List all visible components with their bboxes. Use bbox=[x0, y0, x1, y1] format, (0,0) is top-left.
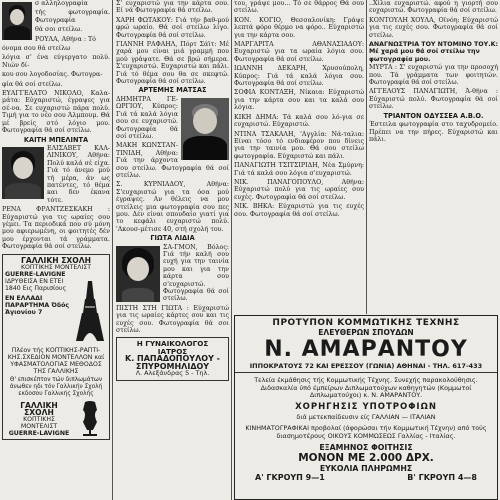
col1-top-line-0: σ αλληλογραφία bbox=[35, 0, 88, 7]
col3-paragraph-6: ΝΤΙΝΑ ΤΣΑΚΑΛΗ, 'Αγγλία: Νά-ταλια: Είναι τόσο τό ενδιαφέρον που δίνεις για την ταινία μου. Θά σου στείλω φωτογραφία. Εύχαριστώ και πάλι. bbox=[234, 130, 364, 160]
ad-headline: ΠΡΟΤΥΠΟΝ ΚΟΜΜΩΤΙΚΗΣ ΤΕΧΝΗΣ bbox=[272, 318, 460, 328]
col1-top-line-6: κου σου λογοδοσίας. Φωτογρα- bbox=[2, 71, 103, 79]
portrait-photo bbox=[2, 147, 44, 199]
column-4 bbox=[369, 0, 498, 314]
portrait-photo bbox=[181, 98, 229, 160]
col2-paragraph-4: ΜΑΚΗ ΚΩΝΣΤΑΝ-ΤΙΝΙΔΗ, Αθήνα: Γιά την άρχοντα σου στείλω. Φωτογραφία θά σοί στείλω. bbox=[116, 142, 229, 179]
col1-heading: ΚΑΙΤΗ ΜΠΕΛΙΝΤΑ bbox=[23, 135, 89, 144]
col3-paragraph-7: ΠΑΝΑΓΙΩΤΗ ΤΣΙΤΣΙΡΙΔΗ, Νέα Σμύρνη: Γιά τά καλά σου λόγια σ'ευχαριστώ. bbox=[234, 162, 364, 177]
col1-paragraph-2: ΕΛΙΣΑΒΕΤ ΚΑΛ-ΛΙΝΙΚΟΥ, Αθήνα: Πολύ καλά σέ είχα. Γιά τό άνεμο μού τή μέρα, άν ως πατέντες, τό θέμα και δεν έκανα τότε. bbox=[47, 144, 110, 204]
portrait-photo bbox=[2, 2, 32, 40]
column-divider bbox=[366, 0, 367, 314]
ad-cinema: ΚΙΝΗΜΑΤΟΓΡΑΦΙΚΑΙ προβολαί (άφορώσαι τήν Κομμωτική Τέχνην) από τούς διασημοτέρους ΟΙΚΟΥΣ ΚΟΜΜΩΣΕΩΣ Γαλλίας - Ιταλίας. bbox=[245, 424, 487, 440]
clinic-advertisement bbox=[116, 337, 229, 381]
school-ad-subtitle: ΚΟΠΤΙΚΗΣ ΜΟΝΤΕΛΙΣΤ bbox=[20, 263, 92, 271]
col3-paragraph-5: ΚΙΚΗ ΔΗΜΑ: Τά καλά σου λό-για σε ευχαριστώ. Εύχαριστώ. bbox=[234, 113, 364, 129]
column-2 bbox=[116, 0, 229, 500]
clinic-title: Η ΓΥΝΑΙΚΟΛΟΓΟΣ bbox=[136, 339, 209, 349]
column-divider bbox=[231, 0, 232, 500]
ad-study-abroad: διά μετεκπαίδευσιν είς ΓΑΛΛΙΑΝ — ΙΤΑΛΙΑΝ bbox=[296, 412, 436, 421]
col2-heading-2: ΓΙΩΤΑ ΛΙΔΙΑ bbox=[150, 234, 195, 243]
school-advertisement bbox=[2, 254, 110, 440]
school-ad-footer-subtitle: ΚΟΠΤΙΚΗΣ ΜΟΝΤΕΛΙΣΤ bbox=[20, 415, 58, 430]
hairdressing-school-advertisement bbox=[234, 315, 498, 500]
ad-description: Τελεία έκμάθησις τής Κομμωτικής Τέχνης. Συνεχής παρακολούθησις. Διδασκαλία ύπό έμπείρων Διπλωματούχων καθηγητών (Κομμωτοί Διπλωματούχοι) κ. Ν. ΑΜΑΡΑΝΤΟΥ. bbox=[254, 376, 478, 400]
col4-paragraph-1: ΚΟΝΤΟΥΛΗ ΧΟΥΛΑ, Οϊνόη: Εύχαριστώ για τις ευχές σου. Φωτογραφία θά σοί στείλω. bbox=[369, 16, 498, 39]
col3-paragraph-9: ΝΙΚ. ΒΗΚΑ: Εύχαριστώ για τις ευχές σου. Φωτογραφία θά σοί στείλω. bbox=[234, 203, 364, 218]
col3-paragraph-8: ΝΙΚ. ΠΑΝΑΓΟΠΟΥΛΟ, Αθήνα: Εύχαριστώ πολύ για τις ωραίες σου ευχές. Φωτογραφία θά σοί στείλω. bbox=[234, 178, 364, 201]
school-ad-note: Θ' επισκέπτον τών διπλωμάτων άνωθεν ηδι τόν Γαλλικήν Σχολή εκδοσου Γαλλικής Σχολής bbox=[9, 376, 103, 397]
col1-paragraph-1: ΕΥΑΓΓΕΛΑΤΟ ΝΙΚΟΛΟ, Καλα-μάτα: Εύχαριστώ, έγραψες για σέ-να. Σε ευχαριστώ πάρα πολύ. Τιμή για το νέο σου Άλμπουμ. Θά μέ βρείς στό λόγιο μου. Φωτογραφία θά σοί στείλω. bbox=[2, 90, 110, 135]
col3-paragraph-3: ΙΩΑΝΝΗ ΔΕΚΑΡΗ, Χρυσούπολη, Κύπρος: Γιά τά καλά λόγια σου. Φωτογραφία θά σοί στείλω. bbox=[234, 65, 364, 88]
col1-top-line-5: λόγια σ' ένα εύγεργατο πολύ. Νιών δί- bbox=[2, 54, 110, 69]
clinic-name: Κ. ΠΑΠΑΔΟΠΟΥΛΟΥ - bbox=[125, 354, 220, 364]
ad-group-a: Α' ΓΚΡΟΥΠ 9—1 bbox=[255, 472, 325, 482]
col4-paragraph-4: Έστειλα φωτογραφία στο ταχυδρομείο. Πρέπει να την πήρες. Εύχαριστώ και πάλι. bbox=[369, 121, 498, 143]
column-1 bbox=[2, 0, 110, 500]
clinic-address: Λ. Αλεξάνδρας 5 - Τηλ. bbox=[135, 369, 210, 378]
column-3 bbox=[234, 0, 364, 314]
col2-paragraph-3: ΔΗΜΗΤΡΑ ΓΕ-ΩΡΓΙΟΥ, Κύπρος: Γιά τά καλά λόγια σου σε ευχαριστώ. Φωτογραφία θά σοί στείλω. bbox=[116, 95, 178, 140]
col2-paragraph-7: ΠΙΣΤΗ ΣΤΗ ΓΙΩΤΑ : Εύχαριστώ για τις ωραίες κάρτες σου και τις ευχές σου. Φωτογραφία θά σοι στείλω. bbox=[116, 304, 229, 335]
col2-paragraph-6: ΣΑ-ΓΜΟΝ, Βόλος: Γιά τήν καλή σου ευχή για την ταινία μου και για την κάρτα σου σ'ευχαριστώ. Φωτογραφία θά σοί στείλω. bbox=[163, 243, 229, 303]
col3-top: του, γράψε μου... Τό σε θάρρος Θά σου στείλω. bbox=[234, 0, 364, 15]
school-ad-founded: ΙΔΡΥΘΕΙΣΑ ΕΝ ΕΤΕΙ 1840 Εις Παρισίους bbox=[5, 277, 67, 292]
col1-top-line-2: θά σοι στείλω. bbox=[35, 26, 83, 34]
col2-paragraph-2: ΓΙΑΝΝΗ ΡΑΦΑΗΛ, Πόρτ Σάϊτ: Μέ χαρά μου είναι μιά γραμμή που μού γράψατε. Θά σε βρώ σήμερα. Σ'ευχαριστώ. Ευχαριστώ και πάλι. Γιά τό θέμα σου θα σε σκεφτώ. Φωτογραφία θά σοί στείλω. bbox=[116, 41, 229, 86]
ad-subheadline: ΕΛΕΥΘΕΡΩΝ ΣΠΟΥΔΩΝ bbox=[318, 328, 414, 337]
school-ad-footer-brand: GUERRE-LAVIGNE bbox=[8, 429, 70, 437]
clinic-subtitle: ΙΑΤΡΟΣ bbox=[157, 346, 188, 356]
eiffel-tower-icon bbox=[73, 273, 107, 343]
ad-address: ΙΠΠΟΚΡΑΤΟΥΣ 72 ΚΑΙ ΕΡΕΣΣΟΥ (ΓΩΝΙΑ) ΑΘΗΝΑΙ - ΤΗΛ. 617-433 bbox=[249, 362, 483, 370]
ad-scholarship: ΧΟΡΗΓΗΣΙΣ ΥΠΟΤΡΟΦΙΩΝ bbox=[295, 401, 437, 412]
col4-paragraph-3: ΑΓΓΕΛΟΥΣ ΠΑΝΑΓΙΩΤΗ, Ά-θήνα : Εύχαριστώ πολύ. Φωτογραφία θά σοί στείλω. bbox=[369, 88, 498, 111]
school-ad-branch: ΕΝ ΕΛΛΑΔΙ ΠΑΡΑΡΤΗΜΑ Όδός Άγιονίου 7 bbox=[5, 294, 70, 316]
col1-paragraph-3: ΡΕΝΑ ΦΡΑΝΤΖΕΣΚΑΚΗ : Εύχαριστώ για τις ωραίες σου γέμει. Τα περιοδικά που σύ μόνη μου αφιερωμένη, οι φοιτητές δέν μου έρχονται τά γράμματα. Φωτογραφία θά σοί στείλω. bbox=[2, 206, 110, 251]
ad-group-b: Β' ΓΚΡΟΥΠ 4—8 bbox=[407, 472, 477, 482]
col3-paragraph-4: ΣΟΦΙΑ ΚΟΝΤΑΞΗ, Νίκαια: Εύχαριστώ για την κάρτα σου και τα καλά σου λόγια. bbox=[234, 89, 364, 112]
col2-heading-1: ΑΡΤΕΜΗΣ ΜΑΤΣΑΣ bbox=[138, 86, 207, 95]
portrait-photo bbox=[116, 246, 160, 302]
ad-school-name: Ν. ΑΜΑΡΑΝΤΟΥ bbox=[264, 337, 468, 362]
col4-top: ..Χίλια ευχαριστώ. αφού η γιορτή σου ευχαριστώ. Φωτογραφία θά σοί στείλω. bbox=[369, 0, 498, 15]
col3-paragraph-2: ΜΑΡΓΑΡΙΤΑ ΑΘΑΝΑΣΙΑΔΟΥ: Ευχαριστώ για τα ωραία λόγια σου. Φωτογραφία θά σοί στείλω. bbox=[234, 41, 364, 63]
ad-term: ΕΞΑΜΗΝΟΣ ΦΟΙΤΗΣΙΣ bbox=[319, 442, 413, 452]
dress-form-icon bbox=[75, 400, 105, 436]
ad-payment: ΕΥΚΟΛΙΑ ΠΛΗΡΩΜΗΣ bbox=[319, 463, 413, 473]
col1-top-line-4: όνομα σου θά στείλω bbox=[2, 45, 71, 53]
col1-top-line-3: ΡΟΥΛΑ, Αθήνα : Τό bbox=[35, 35, 96, 43]
school-ad-body: Πλέον τής ΚΟΠΤΙΚΗΣ-ΡΑΠΤΙ-ΚΗΣ.ΣΧΕΔΙΟΝ ΜΟΝΤΕΛΛΟΝ καί ΥΦΑΣΜΑΤΟΛΟΓΙΑΣ ΜΕΘΟΔΟΣ ΤΗΣ ΓΑΛΛΙΚΗΣ bbox=[7, 346, 105, 375]
col1-top-line-7: φία θά σοί στείλω. bbox=[2, 80, 63, 88]
clinic-name-2: ΣΠΥΡΟΜΗΛΙΔΟΥ bbox=[135, 361, 210, 371]
school-ad-title: ΓΑΛΛΙΚΗ ΣΧΟΛΗ bbox=[21, 255, 91, 265]
col2-paragraph-1: ΧΑΡΗ ΦΩΤΑΚΟΥ: Γιά τήν βαθ-μού φρώ ωραίο. Θά σοί στείλω λίγο. Φωτογραφία θά σοί στείλω. bbox=[116, 16, 229, 39]
col4-heading-1: ΑΝΑΓΝΩΣΤΡΙΑ ΤΟΥ ΝΤΟΜΙΝΟ ΤΟΥ.Κ: Μέ χαρά μου θά σοί στείλω την φωτογραφία μου. bbox=[369, 41, 498, 63]
col4-paragraph-2: ΜΥΡΤΑ : Σ' ευχαριστώ για την προσοχή που. Τά γράμματα των φοιτητών. Φωτογραφία θά σοί στείλω. bbox=[369, 64, 498, 87]
col1-top-line-1: τής φωτογραφία. Φωτογραφία bbox=[35, 9, 110, 24]
school-ad-footer-title: ΓΑΛΛΙΚΗ ΣΧΟΛΗ bbox=[20, 400, 58, 417]
ad-fee: ΜΟΝΟΝ ΜΕ 2.000 ΔΡΧ. bbox=[298, 451, 434, 464]
school-ad-brand: GUERRE-LAVIGNE bbox=[5, 270, 66, 278]
col2-paragraph-5: Σ. ΚΥΡΝΙΑΔΟΥ, Αθήνα: Σ'ευχαριστώ για τα όσα μού έγραψες. Αν θέλεις να μου στείλεις μια φωτογραφία σου πες μου. Δέν είναι σπουδαίο γιατί για το κεφάλι ευχαριστώ πολύ. 'Ακουσ-μέτισε 40, στή σχολή του. bbox=[116, 181, 229, 233]
col4-heading-2: ΤΡΙΑΝΤΟΝ ΟΔΥΣΣΕΑ Α.Β.Ο. bbox=[383, 111, 484, 120]
column-divider bbox=[112, 0, 113, 500]
col3-paragraph-1: ΚΟΝ. ΚΟΓΙΟ, Θεσσαλονίκη: Γράψε λεπτά φόρο θέρμο να φόρο.. Εύχαριστώ για την κάρτα σου. bbox=[234, 16, 364, 39]
col2-top: Σ' ευχαριστώ για την κάρτα σου. Εί νά Φωτογραφία θά στείλω. bbox=[116, 0, 229, 15]
